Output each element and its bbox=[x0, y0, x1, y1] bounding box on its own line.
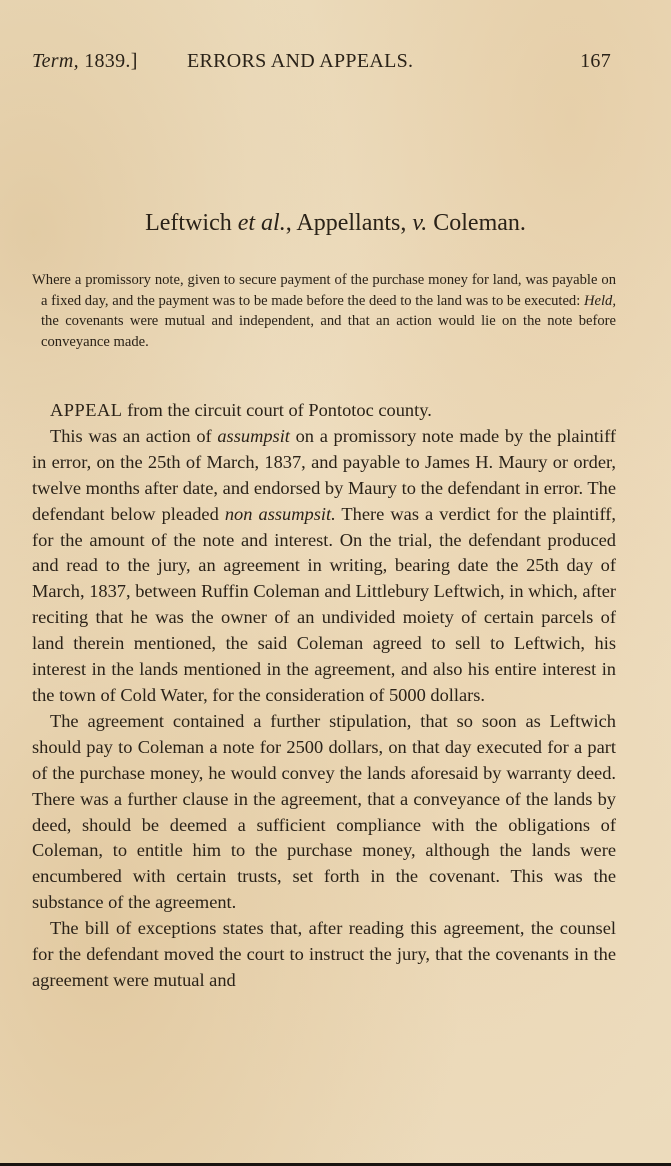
running-head-title: ERRORS AND APPEALS. bbox=[187, 50, 414, 72]
headnote bbox=[32, 270, 616, 352]
p2-text-c: There was a verdict for the plaintiff, for the amount of the note and interest. On the trial, the defendant produced and read to the jury, an agreement in writing, bearing date the 25th day of March, 1837, between Ruffin Coleman and Littlebury Leftwich, in which, after reciting that he was the owner of an undivided moiety of certain parcels of land therein mentioned, the said Coleman agreed to sell to Leftwich, his interest in the lands mentioned in the agreement, and also his entire interest in the town of Cold Water, for the consideration of 5000 dollars. bbox=[32, 503, 616, 705]
case-title-appellee: Coleman. bbox=[427, 210, 526, 236]
case-title-appellants: , Appellants, bbox=[285, 210, 413, 236]
headnote-text-b: the covenants were mutual and independent, and that an action would lie on the note before conveyance made. bbox=[41, 313, 616, 350]
paragraph-agreement: The agreement contained a further stipulation, that so soon as Leftwich should pay to Coleman a note for 2500 dollars, on that day executed for a part of the purchase money, he would convey the lands aforesaid by warranty deed. There was a further clause in the agreement, that a conveyance of the lands by deed, should be deemed a sufficient compliance with the obligations of Coleman, to entitle him to the purchase money, although the lands were encumbered with certain trusts, set forth in the covenant. This was the substance of the agreement. bbox=[32, 710, 616, 913]
p2-text-a: This was an action of bbox=[50, 425, 218, 446]
headnote-text-a: Where a promissory note, given to secure payment of the purchase money for land, was payable on a fixed day, and the payment was to be made before the deed to the land was to be executed: bbox=[32, 272, 616, 309]
opinion-body bbox=[32, 398, 616, 994]
headnote-held: Held, bbox=[583, 292, 616, 309]
case-title-et-al: et al. bbox=[237, 210, 286, 236]
p2-text-b: on a promissory note made by the plaintiff in error, on the 25th of March, 1837, and payable to James H. Maury or order, twelve months after date, and endorsed by Maury to the defendant in error. The defendant below pleaded bbox=[32, 425, 616, 524]
case-title-versus: v. bbox=[412, 210, 428, 236]
appeal-text: from the circuit court of Pontotoc county. bbox=[122, 400, 432, 420]
paragraph-bill-of-exceptions: The bill of exceptions states that, after reading this agreement, the counsel for the defendant moved the court to instruct the jury, that the covenants in the agreement were mutual and bbox=[32, 918, 616, 990]
term-label: Term, bbox=[32, 50, 79, 72]
p2-assumpsit: assumpsit bbox=[217, 425, 290, 446]
case-title-appellant: Leftwich bbox=[145, 210, 238, 236]
headnote-paragraph bbox=[32, 270, 616, 352]
term-year: 1839.] bbox=[78, 50, 138, 72]
appeal-caps: APPEAL bbox=[50, 400, 123, 420]
running-head-term bbox=[32, 50, 138, 73]
page-number: 167 bbox=[580, 50, 611, 72]
paragraph-appeal bbox=[32, 398, 616, 424]
p2-non-assumpsit: non assumpsit. bbox=[224, 503, 336, 524]
case-title bbox=[0, 210, 671, 237]
paragraph-action bbox=[32, 424, 616, 709]
